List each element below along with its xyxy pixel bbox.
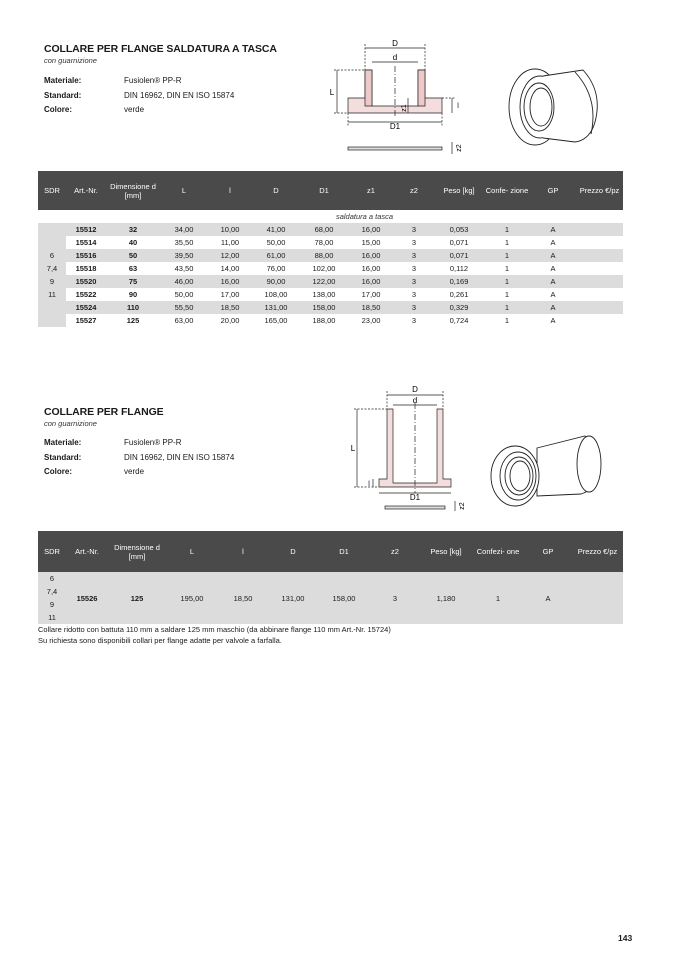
table-row: 15522 90 50,00 17,00 108,00 138,00 17,00 3 0,261 1 A — [75, 290, 556, 299]
col-header-peso: Peso [kg] — [434, 171, 484, 210]
col-header-dim: Dimensione d [mm] — [108, 531, 166, 572]
table-row: 15516 50 39,50 12,00 61,00 88,00 16,00 3 0,071 1 A — [38, 249, 623, 262]
section2-color-label: Colore: — [44, 467, 72, 476]
section2-gasket — [385, 506, 445, 509]
section1-color-label: Colore: — [44, 105, 72, 114]
section1-technical-drawing — [320, 38, 470, 158]
col-header-D: D — [268, 531, 318, 572]
section1-standard-label: Standard: — [44, 91, 82, 100]
col-header-z2: z2 — [370, 531, 420, 572]
col-header-z1: z1 — [348, 171, 394, 210]
drawing2-label-l: l — [368, 481, 370, 488]
table-row: 15527 125 63,00 20,00 165,00 188,00 23,00 3 0,724 1 A — [75, 316, 556, 325]
drawing2-label-D: D — [412, 385, 418, 394]
drawing-label-L: L — [329, 88, 335, 97]
table-row: 6 7,4 9 11 15512 32 34,00 10,00 41,00 68,00 16,00 3 0,053 1 A — [38, 223, 623, 236]
col-header-D1: D1 — [318, 531, 370, 572]
col-header-dim: Dimensione d [mm] — [106, 171, 160, 210]
drawing-label-z1: z1 — [401, 104, 408, 112]
section1-sdr-cell: 6 7,4 9 11 — [38, 223, 66, 327]
col-header-l: l — [208, 171, 252, 210]
section2-subtitle: con guarnizione — [44, 419, 97, 428]
section2-standard-label: Standard: — [44, 453, 82, 462]
col-header-L: L — [166, 531, 218, 572]
drawing-label-z2: z2 — [456, 144, 463, 152]
col-header-L: L — [160, 171, 208, 210]
col-header-prezzo: Prezzo €/pz — [572, 531, 623, 572]
section2-color-value: verde — [124, 467, 145, 476]
section2-standard-value: DIN 16962, DIN EN ISO 15874 — [124, 453, 235, 462]
col-header-sdr: SDR — [38, 171, 66, 210]
section2-material-value: Fusiolen® PP-R — [124, 438, 182, 447]
section1-color-value: verde — [124, 105, 145, 114]
table-row: 6 7,4 9 11 15526 125 195,00 18,50 131,00 158,00 3 1,180 1 A — [38, 572, 623, 624]
col-header-gp: GP — [530, 171, 576, 210]
table-row: 15514 40 35,50 11,00 50,00 78,00 15,00 3 0,071 1 A — [75, 238, 556, 247]
section2-note-2: Su richiesta sono disponibili collari per flange adatte per valvole a farfalla. — [38, 636, 282, 645]
drawing-label-d: d — [392, 53, 398, 62]
section2-note-1: Collare ridotto con battuta 110 mm a saldare 125 mm maschio (da abbinare flange 110 mm Art.-Nr. 15724) — [38, 625, 391, 634]
section1-subtitle: con guarnizione — [44, 56, 97, 65]
section2-spec-table — [38, 531, 623, 624]
page-number: 143 — [618, 933, 633, 943]
table-row: 15518 63 43,50 14,00 76,00 102,00 16,00 3 0,112 1 A — [75, 264, 556, 273]
section1-standard-value: DIN 16962, DIN EN ISO 15874 — [124, 91, 235, 100]
col-header-z2: z2 — [394, 171, 434, 210]
col-header-art: Art.-Nr. — [66, 531, 108, 572]
section1-subsection-row — [38, 210, 623, 223]
drawing-label-D1: D1 — [389, 122, 401, 131]
section1-subsection-label: saldatura a tasca — [335, 212, 394, 221]
drawing-label-D: D — [392, 39, 398, 48]
section2-product-illustration — [485, 428, 610, 513]
col-header-D1: D1 — [300, 171, 348, 210]
col-header-sdr: SDR — [38, 531, 66, 572]
drawing-label-l: l — [457, 103, 459, 110]
col-header-prezzo: Prezzo €/pz — [576, 171, 623, 210]
section2-technical-drawing — [345, 383, 470, 513]
drawing2-label-L: L — [350, 444, 356, 453]
section1-material-value: Fusiolen® PP-R — [124, 76, 182, 85]
col-header-D: D — [252, 171, 300, 210]
section1-product-illustration — [495, 52, 615, 152]
col-header-conf: Confe- zione — [484, 171, 530, 210]
section2-table-header — [38, 531, 623, 572]
section1-gasket — [348, 147, 442, 150]
section1-title: COLLARE PER FLANGE SALDATURA A TASCA — [44, 43, 277, 55]
col-header-gp: GP — [524, 531, 572, 572]
section1-table-header — [38, 171, 623, 210]
drawing2-label-D1: D1 — [409, 493, 421, 502]
section1-spec-table — [38, 171, 623, 327]
table-row: 15524 110 55,50 18,50 131,00 158,00 18,50 3 0,329 1 A — [38, 301, 623, 314]
section2-sdr-cell: 6 7,4 9 11 — [38, 572, 66, 624]
drawing2-label-z2: z2 — [459, 502, 466, 510]
col-header-peso: Peso [kg] — [420, 531, 472, 572]
table-row: 15520 75 46,00 16,00 90,00 122,00 16,00 3 0,169 1 A — [38, 275, 623, 288]
section2-material-label: Materiale: — [44, 438, 82, 447]
section2-title: COLLARE PER FLANGE — [44, 406, 164, 418]
col-header-conf: Confezi- one — [472, 531, 524, 572]
section1-material-label: Materiale: — [44, 76, 82, 85]
col-header-art: Art.-Nr. — [66, 171, 106, 210]
drawing2-label-d: d — [412, 396, 418, 405]
col-header-l: l — [218, 531, 268, 572]
